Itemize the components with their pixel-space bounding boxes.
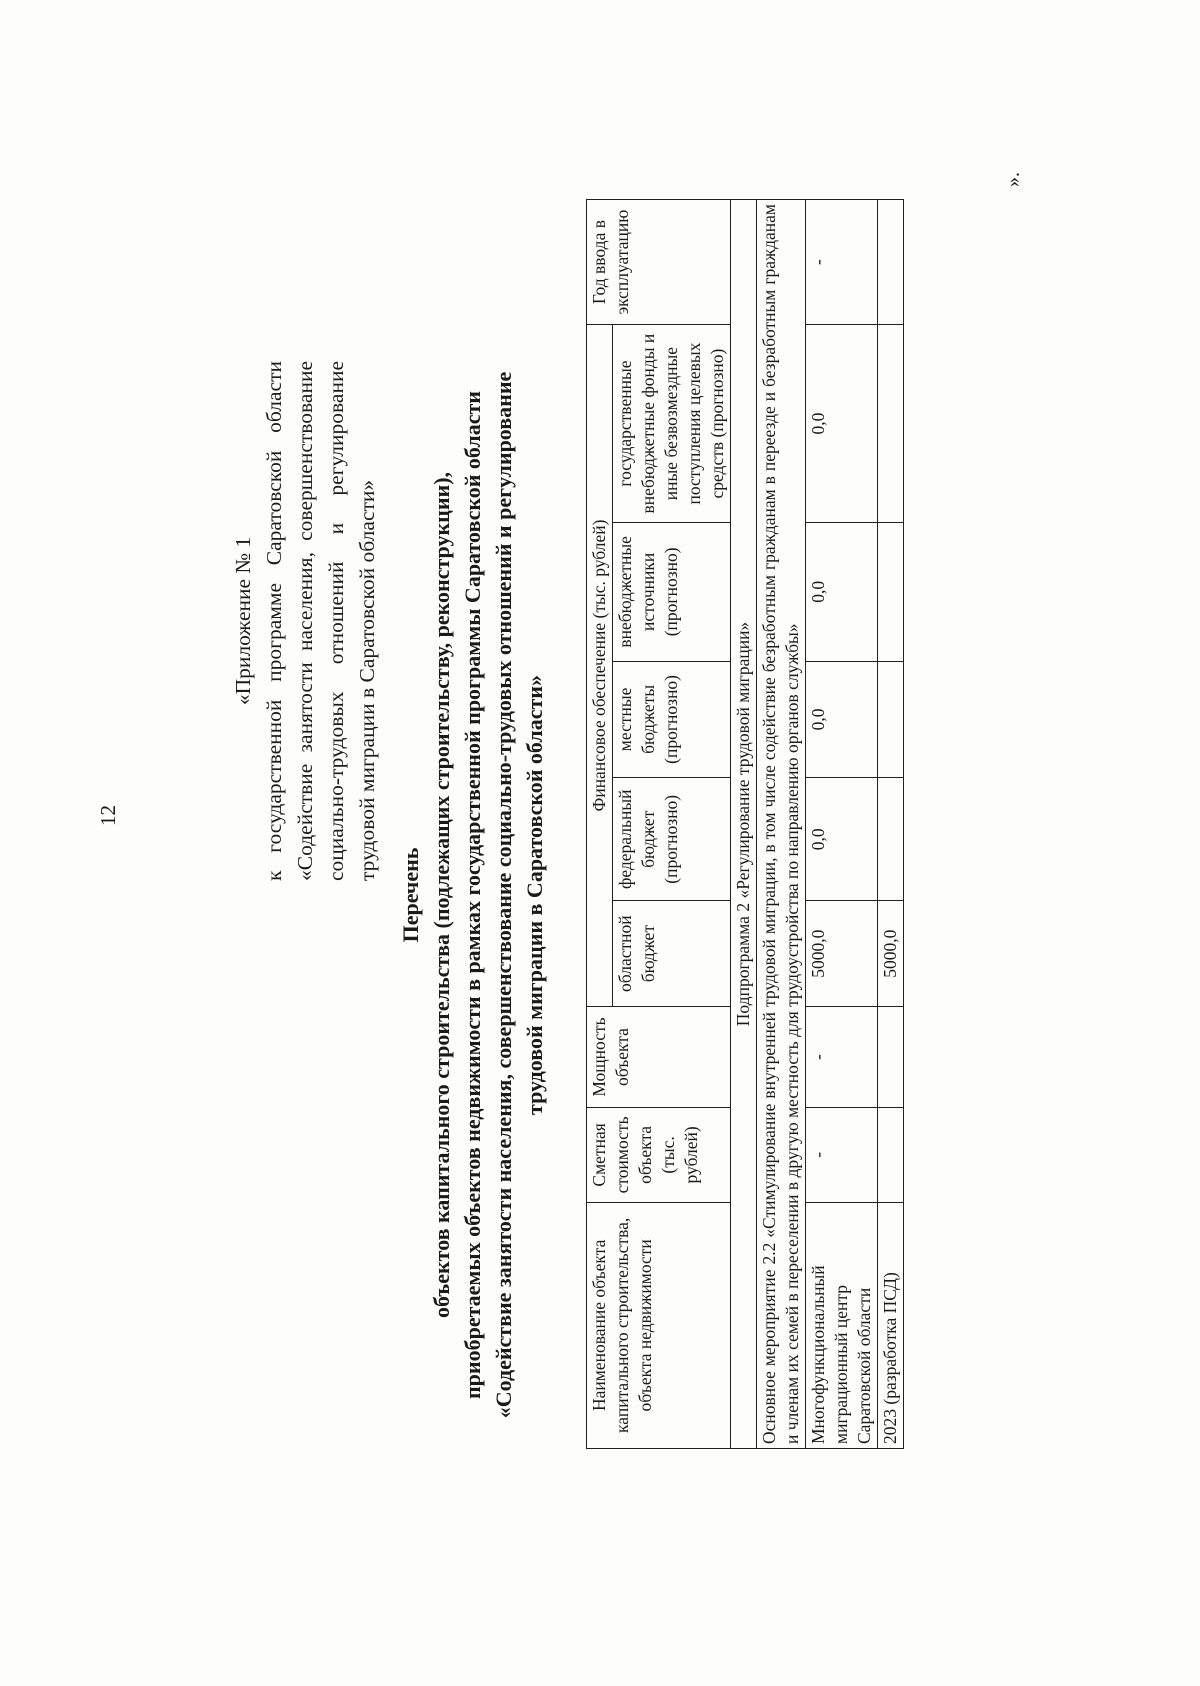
header-state-funds: государственные внебюджетные фонды и иные безвозмездные поступления целевых средств (прогнозно) xyxy=(613,325,731,523)
main-activity-row xyxy=(757,200,806,1449)
row-state-funds: 0,0 xyxy=(806,325,878,523)
header-name: Наименование объекта капитального строительства, объекта недвижимости xyxy=(587,1202,731,1448)
table-header-row xyxy=(587,200,613,1449)
heading-title: Перечень xyxy=(398,847,423,943)
row-federal: 0,0 xyxy=(806,778,878,901)
header-local: местные бюджеты (прогнозно) xyxy=(613,661,731,778)
main-activity-cell: Основное мероприятие 2.2 «Стимулирование внутренней трудовой миграции, в том числе содействие безработным гражданам в переезде и безработным гражданам и членам их семей в переселении в другую местность для трудоустройства по направлению органов службы» xyxy=(757,200,806,1449)
row-federal xyxy=(878,778,904,901)
row-year xyxy=(878,200,904,325)
heading-line-1: объектов капитального строительства (подлежащих строительству, реконструкции), xyxy=(429,471,454,1319)
row-extrabudget: 0,0 xyxy=(806,523,878,662)
row-cost: - xyxy=(806,1108,878,1203)
header-year: Год ввода в эксплуатацию xyxy=(587,200,731,325)
row-state-funds xyxy=(878,325,904,523)
row-local: 0,0 xyxy=(806,661,878,778)
row-capacity xyxy=(878,1006,904,1107)
header-extrabudget: внебюджетные источники (прогнозно) xyxy=(613,523,731,662)
document-heading xyxy=(395,355,550,1435)
subprogram-cell: Подпрограмма 2 «Регулирование трудовой миграции» xyxy=(731,200,757,1449)
heading-line-3: «Содействие занятости населения, совершенствование социально-трудовых отношений и регулирование xyxy=(491,371,516,1419)
table-row xyxy=(878,200,904,1449)
row-local xyxy=(878,661,904,778)
row-name: Многофункциональный миграционный центр Саратовской области xyxy=(806,1202,878,1448)
row-capacity: - xyxy=(806,1006,878,1107)
appendix-title: «Приложение № 1 xyxy=(231,536,255,706)
row-regional: 5000,0 xyxy=(878,901,904,1007)
table-row xyxy=(806,200,878,1449)
header-regional: областной бюджет xyxy=(613,901,731,1007)
header-federal: федеральный бюджет (прогнозно) xyxy=(613,778,731,901)
appendix-block xyxy=(228,361,383,881)
heading-line-4: трудовой миграции в Саратовской области» xyxy=(522,675,547,1115)
header-capacity: Мощность объекта xyxy=(587,1006,731,1107)
row-name: 2023 (разработка ПСД) xyxy=(878,1202,904,1448)
row-cost xyxy=(878,1108,904,1203)
page-number: 12 xyxy=(96,805,120,826)
appendix-reference: к государственной программе Саратовской области «Содействие занятости населения, совершенствование социально-трудовых отношений и регулирование трудовой миграции в Саратовской области» xyxy=(262,361,379,881)
capital-objects-table xyxy=(586,199,904,1449)
subprogram-row xyxy=(731,200,757,1449)
row-year: - xyxy=(806,200,878,325)
heading-line-2: приобретаемых объектов недвижимости в рамках государственной программы Саратовской области xyxy=(460,391,485,1399)
header-financing: Финансовое обеспечение (тыс. рублей) xyxy=(587,325,613,1007)
document-sheet xyxy=(0,165,1024,1565)
header-cost: Сметная стоимость объекта (тыс. рублей) xyxy=(587,1108,731,1203)
row-regional: 5000,0 xyxy=(806,901,878,1007)
row-extrabudget xyxy=(878,523,904,662)
closing-quote-mark: ». xyxy=(1002,172,1024,187)
